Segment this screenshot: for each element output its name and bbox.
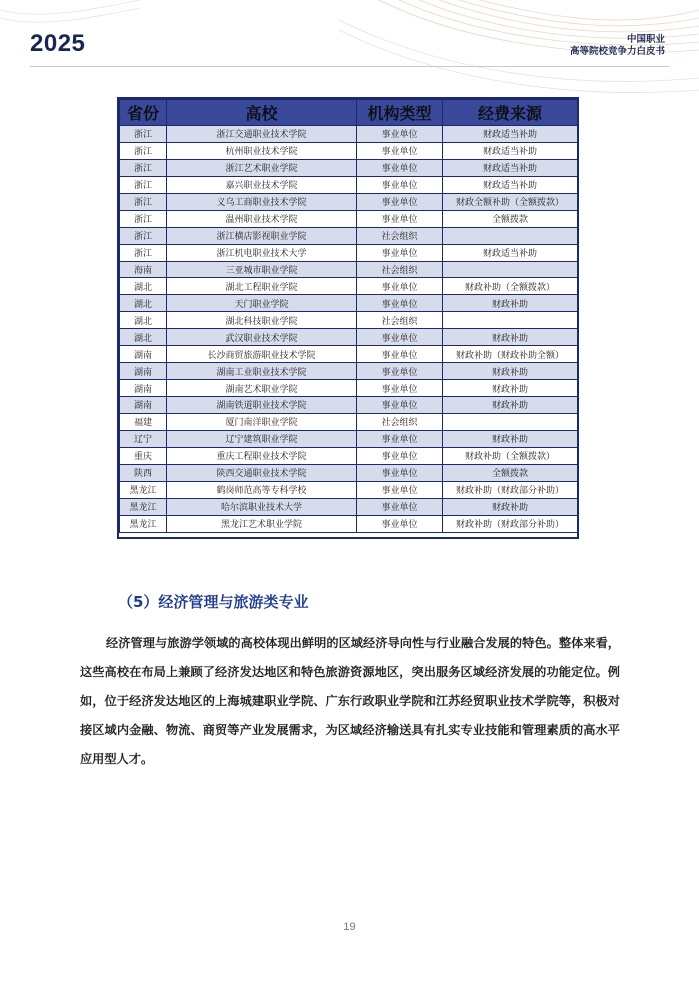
cell-province: 湖北	[120, 329, 167, 346]
cell-province: 湖南	[120, 397, 167, 414]
cell-institution-type: 事业单位	[357, 430, 443, 447]
cell-institution-type: 事业单位	[357, 397, 443, 414]
cell-institution-type: 事业单位	[357, 244, 443, 261]
cell-university: 浙江交通职业技术学院	[167, 126, 357, 143]
cell-university: 武汉职业技术学院	[167, 329, 357, 346]
column-header-university: 高校	[167, 100, 357, 126]
page-number: 19	[343, 921, 356, 933]
university-table	[119, 99, 578, 533]
cell-funding-source: 财政补助（财政补助全额）	[443, 346, 578, 363]
header-title-line-2: 高等院校竞争力白皮书	[569, 46, 665, 57]
university-table-frame	[117, 97, 579, 539]
cell-institution-type: 事业单位	[357, 159, 443, 176]
cell-university: 湖北工程职业学院	[167, 278, 357, 295]
cell-funding-source: 财政补助（财政部分补助）	[443, 515, 578, 532]
table-row	[120, 481, 578, 498]
table-row	[120, 244, 578, 261]
cell-province: 重庆	[120, 447, 167, 464]
table-row	[120, 380, 578, 397]
cell-institution-type: 事业单位	[357, 380, 443, 397]
cell-institution-type: 事业单位	[357, 329, 443, 346]
cell-university: 黑龙江艺术职业学院	[167, 515, 357, 532]
cell-institution-type: 事业单位	[357, 176, 443, 193]
cell-province: 海南	[120, 261, 167, 278]
table-row	[120, 413, 578, 430]
cell-funding-source: 财政补助	[443, 498, 578, 515]
cell-funding-source: 财政补助	[443, 380, 578, 397]
cell-institution-type: 事业单位	[357, 210, 443, 227]
cell-institution-type: 社会组织	[357, 312, 443, 329]
cell-province: 黑龙江	[120, 498, 167, 515]
cell-funding-source: 财政补助	[443, 430, 578, 447]
section-title: （5）经济管理与旅游类专业	[118, 593, 309, 611]
column-header-province: 省份	[120, 100, 167, 126]
cell-institution-type: 事业单位	[357, 464, 443, 481]
cell-institution-type: 事业单位	[357, 295, 443, 312]
cell-funding-source: 财政补助	[443, 329, 578, 346]
cell-province: 浙江	[120, 176, 167, 193]
header-publication-title	[570, 34, 665, 58]
cell-province: 浙江	[120, 227, 167, 244]
table-row	[120, 498, 578, 515]
cell-university: 义乌工商职业技术学院	[167, 193, 357, 210]
table-row	[120, 193, 578, 210]
cell-institution-type: 事业单位	[357, 447, 443, 464]
table-row	[120, 346, 578, 363]
table-row	[120, 261, 578, 278]
table-row	[120, 312, 578, 329]
cell-university: 三亚城市职业学院	[167, 261, 357, 278]
cell-funding-source: 财政补助	[443, 295, 578, 312]
cell-funding-source: 财政适当补助	[443, 176, 578, 193]
cell-university: 厦门南洋职业学院	[167, 413, 357, 430]
cell-university: 辽宁建筑职业学院	[167, 430, 357, 447]
cell-province: 浙江	[120, 244, 167, 261]
cell-funding-source: 财政补助	[443, 363, 578, 380]
cell-province: 湖北	[120, 278, 167, 295]
table-row	[120, 142, 578, 159]
table-row	[120, 515, 578, 532]
paragraph-text: 经济管理与旅游学领域的高校体现出鲜明的区域经济导向性与行业融合发展的特色。整体来看，这些高校在布局上兼顾了经济发达地区和特色旅游资源地区，突出服务区域经济发展的功能定位。例如，位于经济发达地区的上海城建职业学院、广东行政职业学院和江苏经贸职业技术学院等，积极对接区域内金融、物流、商贸等产业发展需求，为区域经济输送具有扎实专业技能和管理素质的高水平应用型人才。	[80, 636, 620, 766]
table-row	[120, 363, 578, 380]
table-row	[120, 464, 578, 481]
cell-province: 浙江	[120, 193, 167, 210]
cell-funding-source: 全额拨款	[443, 464, 578, 481]
cell-institution-type: 事业单位	[357, 142, 443, 159]
cell-university: 湖南工业职业技术学院	[167, 363, 357, 380]
header-divider	[30, 66, 669, 67]
cell-province: 湖南	[120, 363, 167, 380]
cell-funding-source: 财政补助（财政部分补助）	[443, 481, 578, 498]
cell-university: 天门职业学院	[167, 295, 357, 312]
cell-university: 哈尔滨职业技术大学	[167, 498, 357, 515]
cell-funding-source: 财政适当补助	[443, 126, 578, 143]
table-header-row	[120, 100, 578, 126]
cell-university: 温州职业技术学院	[167, 210, 357, 227]
header-year: 2025	[30, 30, 86, 57]
table-body	[120, 126, 578, 533]
cell-institution-type: 社会组织	[357, 227, 443, 244]
column-header-institution-type: 机构类型	[357, 100, 443, 126]
cell-province: 浙江	[120, 126, 167, 143]
cell-university: 湖南铁道职业技术学院	[167, 397, 357, 414]
cell-university: 浙江机电职业技术大学	[167, 244, 357, 261]
cell-funding-source: 财政补助（全额拨款）	[443, 278, 578, 295]
cell-university: 湖南艺术职业学院	[167, 380, 357, 397]
cell-province: 浙江	[120, 142, 167, 159]
table-row	[120, 329, 578, 346]
cell-funding-source: 财政补助（全额拨款）	[443, 447, 578, 464]
cell-funding-source: 财政适当补助	[443, 159, 578, 176]
cell-university: 重庆工程职业技术学院	[167, 447, 357, 464]
cell-institution-type: 事业单位	[357, 363, 443, 380]
table-row	[120, 295, 578, 312]
section-paragraph	[80, 629, 620, 774]
cell-university: 鹤岗师范高等专科学校	[167, 481, 357, 498]
table-row	[120, 176, 578, 193]
cell-university: 长沙商贸旅游职业技术学院	[167, 346, 357, 363]
cell-funding-source: 全额拨款	[443, 210, 578, 227]
cell-institution-type: 事业单位	[357, 193, 443, 210]
cell-university: 嘉兴职业技术学院	[167, 176, 357, 193]
cell-province: 福建	[120, 413, 167, 430]
cell-funding-source	[443, 413, 578, 430]
cell-institution-type: 事业单位	[357, 126, 443, 143]
cell-institution-type: 事业单位	[357, 481, 443, 498]
cell-funding-source: 财政适当补助	[443, 142, 578, 159]
cell-province: 湖北	[120, 312, 167, 329]
cell-university: 陕西交通职业技术学院	[167, 464, 357, 481]
table-row	[120, 447, 578, 464]
cell-institution-type: 事业单位	[357, 498, 443, 515]
cell-province: 陕西	[120, 464, 167, 481]
cell-institution-type: 事业单位	[357, 515, 443, 532]
cell-institution-type: 事业单位	[357, 278, 443, 295]
cell-province: 湖南	[120, 346, 167, 363]
cell-province: 浙江	[120, 210, 167, 227]
header-title-line-1: 中国职业	[626, 34, 665, 45]
table-row	[120, 278, 578, 295]
cell-university: 浙江横店影视职业学院	[167, 227, 357, 244]
cell-university: 湖北科技职业学院	[167, 312, 357, 329]
column-header-funding-source: 经费来源	[443, 100, 578, 126]
cell-province: 湖北	[120, 295, 167, 312]
cell-funding-source: 财政适当补助	[443, 244, 578, 261]
cell-funding-source	[443, 261, 578, 278]
cell-province: 辽宁	[120, 430, 167, 447]
table-row	[120, 159, 578, 176]
cell-province: 黑龙江	[120, 481, 167, 498]
cell-university: 浙江艺术职业学院	[167, 159, 357, 176]
cell-province: 黑龙江	[120, 515, 167, 532]
cell-province: 浙江	[120, 159, 167, 176]
cell-province: 湖南	[120, 380, 167, 397]
cell-funding-source: 财政补助	[443, 397, 578, 414]
table-row	[120, 397, 578, 414]
table-row	[120, 126, 578, 143]
cell-university: 杭州职业技术学院	[167, 142, 357, 159]
cell-funding-source	[443, 227, 578, 244]
cell-institution-type: 社会组织	[357, 413, 443, 430]
cell-funding-source	[443, 312, 578, 329]
cell-institution-type: 社会组织	[357, 261, 443, 278]
table-row	[120, 430, 578, 447]
table-row	[120, 210, 578, 227]
cell-funding-source: 财政全额补助（全额拨款）	[443, 193, 578, 210]
table-row	[120, 227, 578, 244]
cell-institution-type: 事业单位	[357, 346, 443, 363]
